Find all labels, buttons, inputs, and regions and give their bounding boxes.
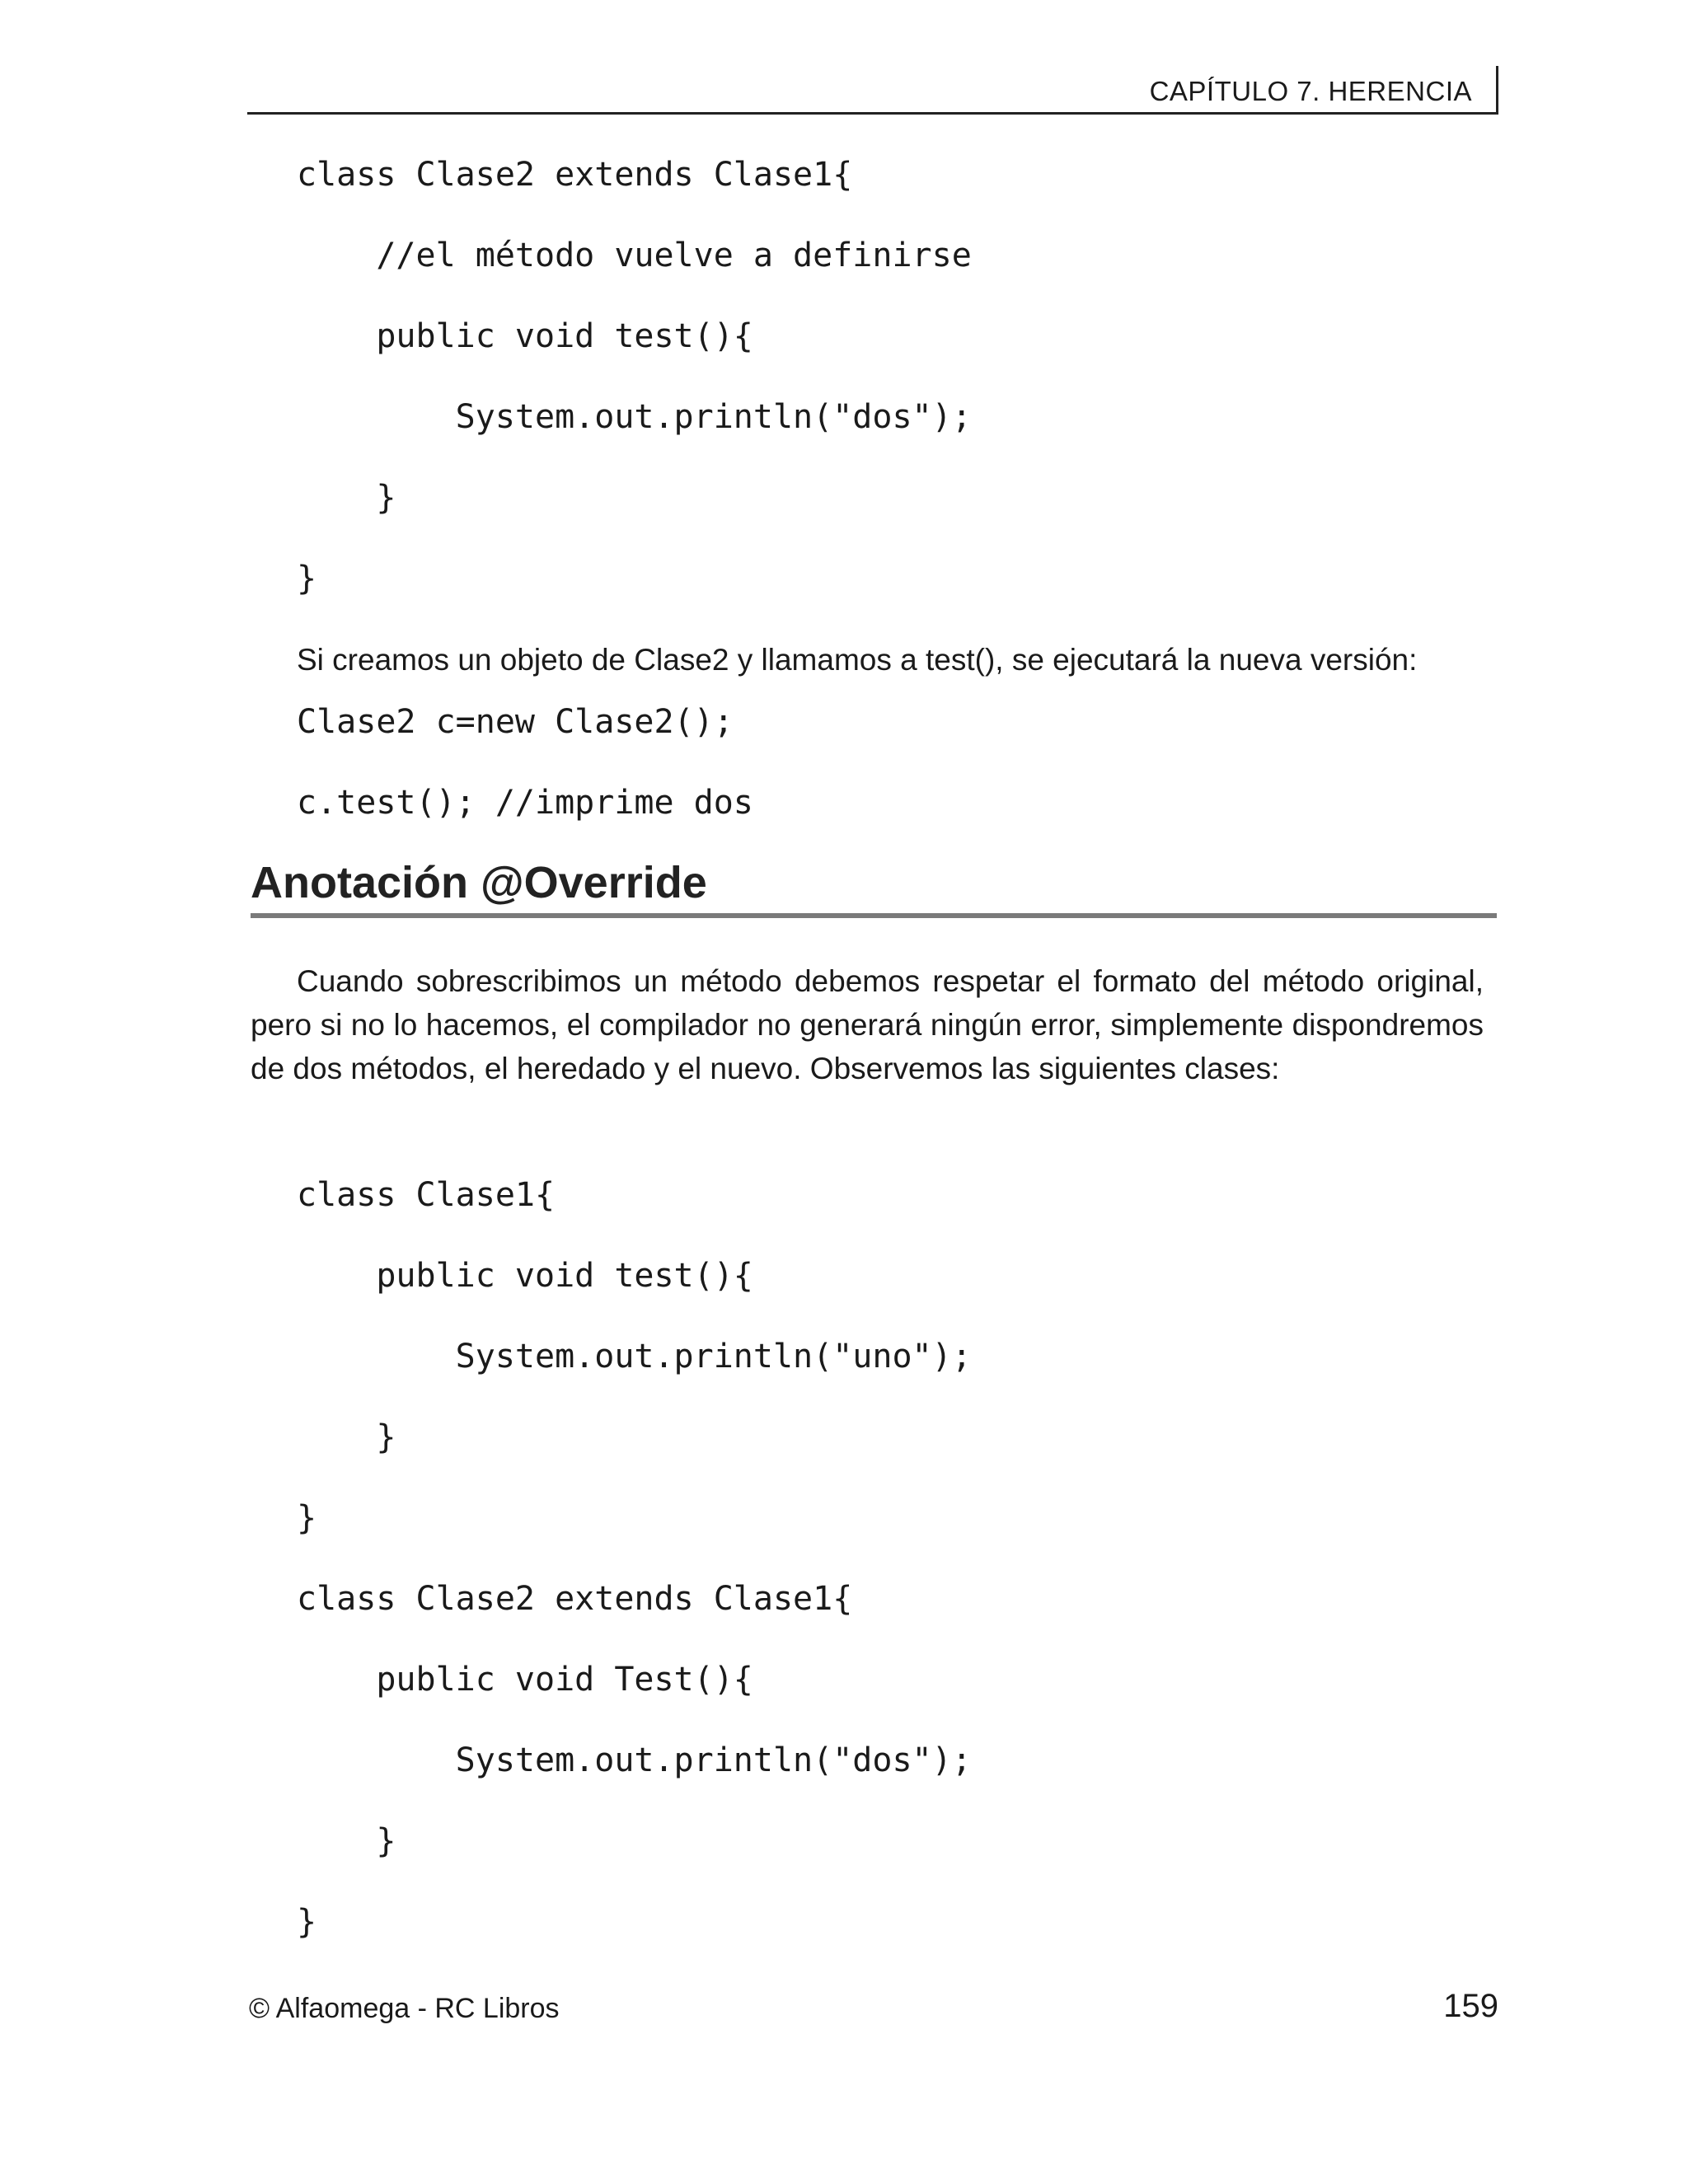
code-line: class Clase1{ [297, 1176, 556, 1214]
code-line: } [297, 1903, 317, 1941]
page-header [247, 66, 1498, 115]
code-line: } [297, 1499, 317, 1537]
code-line: public void Test(){ [297, 1661, 753, 1699]
header-rule-tick [1496, 66, 1498, 112]
footer-copyright: © Alfaomega - RC Libros [249, 1993, 560, 2024]
code-line: } [297, 1822, 396, 1860]
code-line: Clase2 c=new Clase2(); [297, 703, 734, 741]
code-line: class Clase2 extends Clase1{ [297, 1580, 853, 1618]
code-line: System.out.println("uno"); [297, 1338, 972, 1376]
code-line: } [297, 1418, 396, 1456]
code-line: System.out.println("dos"); [297, 398, 972, 436]
code-line: public void test(){ [297, 1257, 753, 1295]
code-line: System.out.println("dos"); [297, 1741, 972, 1779]
code-line: } [297, 479, 396, 517]
section-heading: Anotación @Override [251, 857, 1497, 918]
page-number: 159 [1443, 1988, 1498, 2024]
code-line: class Clase2 extends Clase1{ [297, 156, 853, 194]
code-line: } [297, 560, 317, 598]
running-head: CAPÍTULO 7. HERENCIA [1149, 76, 1472, 106]
body-paragraph: Cuando sobrescribimos un método debemos respetar el formato del método original, pero si no lo hacemos, el compilador no generará ningún error, simplemente dispondremos de dos métodos, el heredado y el nuevo. Observemos las siguientes clases: [251, 964, 1484, 1085]
body-paragraph: Si creamos un objeto de Clase2 y llamamos a test(), se ejecutará la nueva versión: [297, 643, 1418, 677]
code-line: c.test(); //imprime dos [297, 784, 753, 822]
code-line: public void test(){ [297, 317, 753, 355]
code-line: //el método vuelve a definirse [297, 237, 972, 274]
